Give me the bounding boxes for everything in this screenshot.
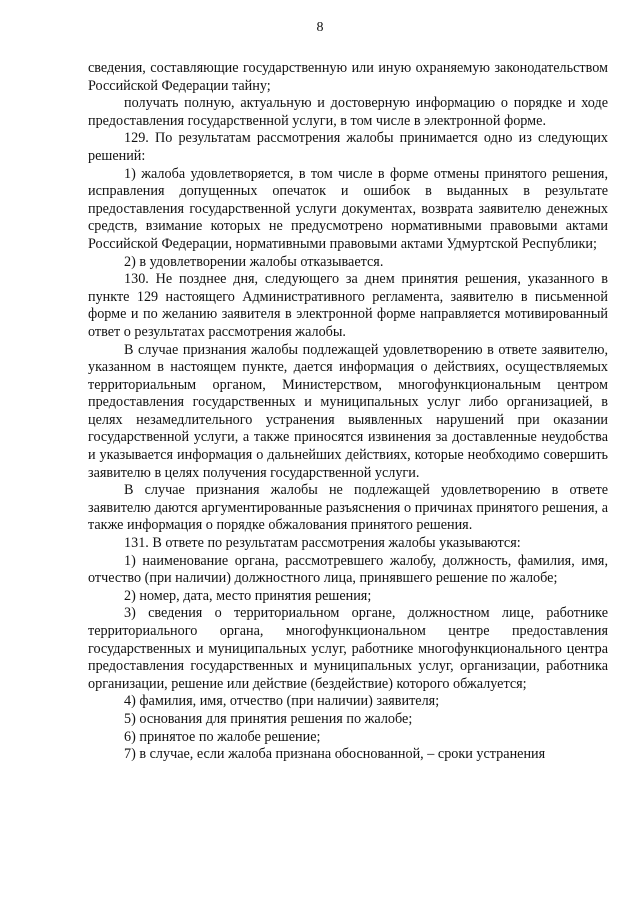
paragraph: 131. В ответе по результатам рассмотрения жалобы указываются: (124, 535, 521, 552)
paragraph: В случае признания жалобы не подлежащей удовлетворению в ответе заявителю даются аргументированные разъяснения о причинах принятого решения, а также информация о порядке обжалования принятого решения. (88, 482, 608, 534)
paragraph: 129. По результатам рассмотрения жалобы принимается одно из следующих решений: (88, 130, 608, 164)
paragraph: 2) в удовлетворении жалобы отказывается. (124, 253, 384, 270)
paragraph: 130. Не позднее дня, следующего за днем принятия решения, указанного в пункте 129 настоящего Административного регламента, заявителю в письменной форме и по желанию заявителя в электронной форме направляется мотивированный ответ о результатах рассмотрения жалобы. (88, 271, 608, 340)
paragraph: 2) номер, дата, место принятия решения; (124, 587, 372, 604)
paragraph: 6) принятое по жалобе решение; (124, 728, 321, 745)
paragraph: 1) жалоба удовлетворяется, в том числе в форме отмены принятого решения, исправления допущенных опечаток и ошибок в выданных в результате предоставления государственной услуги документах, возврата заявителю денежных средств, взимание которых не предусмотрено нормативными правовыми актами Российской Федерации, нормативными правовыми актами Удмуртской Республики; (88, 165, 608, 252)
paragraph: 5) основания для принятия решения по жалобе; (124, 710, 413, 727)
paragraph: 7) в случае, если жалоба признана обоснованной, – сроки устранения (124, 746, 546, 763)
paragraph: 4) фамилия, имя, отчество (при наличии) заявителя; (124, 693, 440, 710)
paragraph: 3) сведения о территориальном органе, должностном лице, работнике территориального органа, многофункциональном центре предоставления государственных и муниципальных услуг, работнике многофункционального центра предоставления государственных и муниципальных услуг, организации, работника организации, решение или действие (бездействие) которого обжалуется; (88, 605, 608, 692)
paragraph: 1) наименование органа, рассмотревшего жалобу, должность, фамилия, имя, отчество (при наличии) должностного лица, принявшего решение по жалобе; (88, 552, 608, 587)
paragraph: сведения, составляющие государственную или иную охраняемую законодательством Российской Федерации тайну; (88, 60, 608, 94)
paragraph: получать полную, актуальную и достоверную информацию о порядке и ходе предоставления государственной услуги, в том числе в электронной форме. (88, 95, 608, 129)
document-body (88, 60, 608, 764)
paragraph: В случае признания жалобы подлежащей удовлетворению в ответе заявителю, указанном в настоящем пункте, дается информация о действиях, осуществляемых территориальным органом, Министерством, многофункциональным центром предоставления государственных и муниципальных услуг либо организацией, в целях незамедлительного устранения выявленных нарушений при оказании государственной услуги, а также приносятся извинения за доставленные неудобства и указывается информация о дальнейших действиях, которые необходимо совершить заявителю в целях получения государственной услуги. (88, 341, 608, 481)
page-number: 8 (316, 20, 324, 35)
